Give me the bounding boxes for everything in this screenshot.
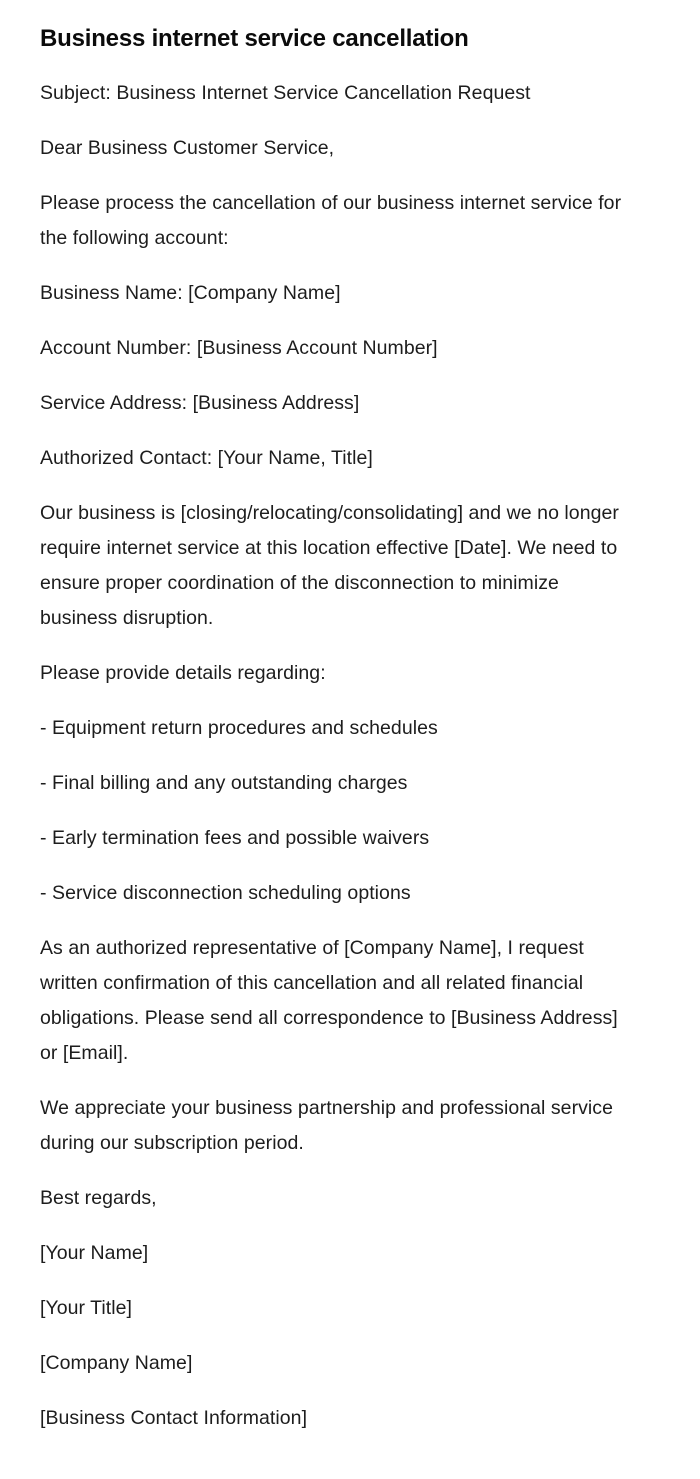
signature-title: [Your Title] bbox=[40, 1297, 133, 1319]
letter-paragraph-list bbox=[40, 76, 638, 1436]
signature-name: [Your Name] bbox=[40, 1242, 149, 1264]
detail-final-billing: - Final billing and any outstanding charges bbox=[40, 772, 408, 794]
signature-company: [Company Name] bbox=[40, 1352, 193, 1374]
authorization-paragraph: As an authorized representative of [Company Name], I request written confirmation of this cancellation and all related financial obligations. Please send all correspondence to [Business Address] or [Email]. bbox=[40, 937, 618, 1064]
request-intro: Please process the cancellation of our business internet service for the following account: bbox=[40, 192, 622, 249]
service-address-field: Service Address: [Business Address] bbox=[40, 392, 360, 414]
details-intro: Please provide details regarding: bbox=[40, 662, 326, 684]
authorized-contact-field: Authorized Contact: [Your Name, Title] bbox=[40, 447, 373, 469]
detail-equipment-return: - Equipment return procedures and schedules bbox=[40, 717, 438, 739]
reason-paragraph: Our business is [closing/relocating/consolidating] and we no longer require internet service at this location effective [Date]. We need to ensure proper coordination of the disconnection to minimize business disruption. bbox=[40, 502, 619, 629]
account-number-field: Account Number: [Business Account Number] bbox=[40, 337, 438, 359]
page-title: Business internet service cancellation bbox=[40, 25, 469, 52]
salutation: Dear Business Customer Service, bbox=[40, 137, 335, 159]
detail-termination-fees: - Early termination fees and possible waivers bbox=[40, 827, 430, 849]
business-name-field: Business Name: [Company Name] bbox=[40, 282, 341, 304]
closing: Best regards, bbox=[40, 1187, 157, 1209]
subject-line: Subject: Business Internet Service Cancellation Request bbox=[40, 82, 531, 104]
signature-contact: [Business Contact Information] bbox=[40, 1407, 308, 1429]
appreciation-paragraph: We appreciate your business partnership and professional service during our subscription period. bbox=[40, 1097, 613, 1154]
detail-disconnection-scheduling: - Service disconnection scheduling options bbox=[40, 882, 411, 904]
